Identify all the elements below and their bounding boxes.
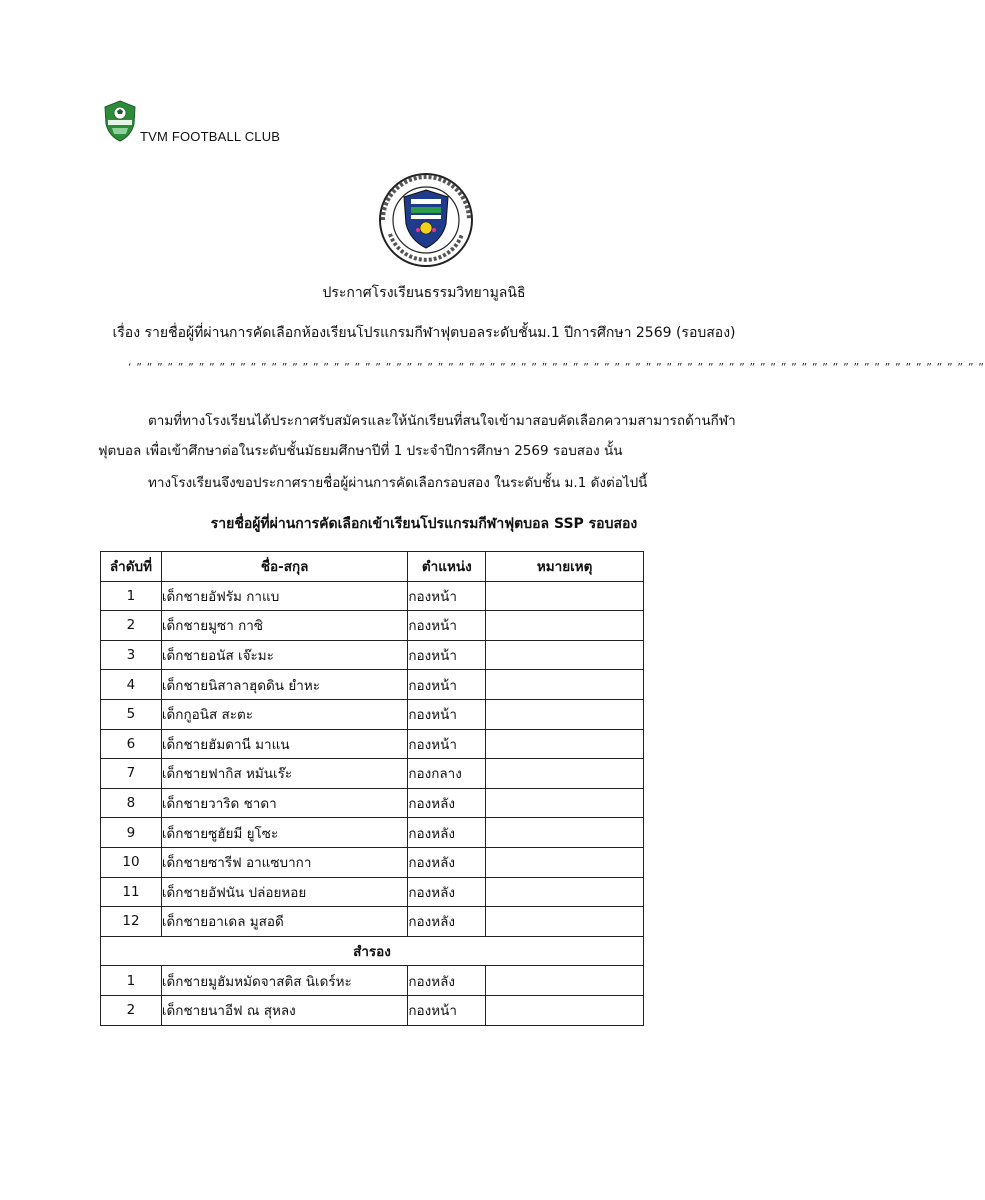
table-header-row <box>101 552 644 582</box>
table-row <box>101 788 644 818</box>
row-name: เด็กชายซูฮัยมี ยูโซะ <box>161 818 407 848</box>
row-name: เด็กชายอนัส เจ๊ะมะ <box>161 640 407 670</box>
row-position: กองหลัง <box>408 847 486 877</box>
row-no: 5 <box>101 699 162 729</box>
row-no: 2 <box>101 995 162 1025</box>
table-row <box>101 818 644 848</box>
table-row <box>101 907 644 937</box>
row-remark <box>486 611 644 641</box>
row-name: เด็กชายนิสาลาฮุดดิน ยำหะ <box>161 670 407 700</box>
table-row <box>101 729 644 759</box>
row-position: กองกลาง <box>408 759 486 789</box>
reserve-row <box>101 966 644 996</box>
row-no: 7 <box>101 759 162 789</box>
row-name: เด็กกูอนิส สะตะ <box>161 699 407 729</box>
row-no: 12 <box>101 907 162 937</box>
row-remark <box>486 759 644 789</box>
paragraph-3: ทางโรงเรียนจึงขอประกาศรายชื่อผู้ผ่านการคัดเลือกรอบสอง ในระดับชั้น ม.1 ดังต่อไปนี้ <box>148 475 648 491</box>
row-remark <box>486 966 644 996</box>
row-no: 10 <box>101 847 162 877</box>
table-row <box>101 611 644 641</box>
row-position: กองหน้า <box>408 611 486 641</box>
row-remark <box>486 729 644 759</box>
row-name: เด็กชายมูซา กาซิ <box>161 611 407 641</box>
header-name: ชื่อ-สกุล <box>161 552 407 582</box>
row-position: กองหลัง <box>408 907 486 937</box>
row-name: เด็กชายมูฮัมหมัดจาสติส นิเดร์หะ <box>161 966 407 996</box>
row-no: 2 <box>101 611 162 641</box>
header-position: ตำแหน่ง <box>408 552 486 582</box>
announcement-title: ประกาศโรงเรียนธรรมวิทยามูลนิธิ <box>322 285 526 301</box>
row-name: เด็กชายอัฟนัน ปล่อยหอย <box>161 877 407 907</box>
divider-line: ‘ ” ” ” ” ” ” ” ” ” ” ” ” ” ” ” ” ” ” ” ” ” ” ” ” ” ” ” ” ” ” ” ” ” ” ” ” ” ” ” ” ” ” ” ” ” ” ” ” ” ” ” ” ” ” ” ” ” ” ” ” ” ” ” ” ” ” ” ” ” ” ” ” ” ” ” ” ” ” ” ” ” ” <box>128 361 985 374</box>
row-remark <box>486 640 644 670</box>
row-name: เด็กชายฮัมดานี มาแน <box>161 729 407 759</box>
row-name: เด็กชายอัฟรัม กาแบ <box>161 581 407 611</box>
roster-table <box>100 551 644 1026</box>
header-remark: หมายเหตุ <box>486 552 644 582</box>
row-remark <box>486 581 644 611</box>
paragraph-2: ฟุตบอล เพื่อเข้าศึกษาต่อในระดับชั้นมัธยมศึกษาปีที่ 1 ประจำปีการศึกษา 2569 รอบสอง นั้น <box>98 443 623 459</box>
row-no: 1 <box>101 581 162 611</box>
row-remark <box>486 818 644 848</box>
row-position: กองหน้า <box>408 670 486 700</box>
row-position: กองหลัง <box>408 966 486 996</box>
table-row <box>101 847 644 877</box>
announcement-subject: เรื่อง รายชื่อผู้ที่ผ่านการคัดเลือกห้องเรียนโปรแกรมกีฬาฟุตบอลระดับชั้นม.1 ปีการศึกษา 2569 (รอบสอง) <box>112 325 736 341</box>
row-name: เด็กชายนาอีฟ ณ สุหลง <box>161 995 407 1025</box>
school-seal-icon <box>378 172 474 268</box>
row-remark <box>486 847 644 877</box>
row-remark <box>486 877 644 907</box>
list-heading: รายชื่อผู้ที่ผ่านการคัดเลือกเข้าเรียนโปรแกรมกีฬาฟุตบอล SSP รอบสอง <box>210 516 638 532</box>
row-position: กองหลัง <box>408 818 486 848</box>
reserve-section-row <box>101 936 644 966</box>
table-row <box>101 759 644 789</box>
table-row <box>101 877 644 907</box>
row-name: เด็กชายซารีฟ อาแซบากา <box>161 847 407 877</box>
club-header <box>100 98 280 144</box>
row-name: เด็กชายอาเดล มูสอดี <box>161 907 407 937</box>
table-row <box>101 699 644 729</box>
reserve-row <box>101 995 644 1025</box>
row-no: 4 <box>101 670 162 700</box>
row-remark <box>486 788 644 818</box>
row-no: 8 <box>101 788 162 818</box>
row-remark <box>486 907 644 937</box>
row-name: เด็กชายวาริด ชาดา <box>161 788 407 818</box>
row-name: เด็กชายฟากิส หมันเร๊ะ <box>161 759 407 789</box>
paragraph-1: ตามที่ทางโรงเรียนได้ประกาศรับสมัครและให้นักเรียนที่สนใจเข้ามาสอบคัดเลือกความสามารถด้านกีฬา <box>148 413 736 429</box>
row-position: กองหน้า <box>408 699 486 729</box>
row-position: กองหน้า <box>408 995 486 1025</box>
club-crest-icon <box>100 98 140 144</box>
row-no: 11 <box>101 877 162 907</box>
row-position: กองหน้า <box>408 581 486 611</box>
row-remark <box>486 699 644 729</box>
table-row <box>101 640 644 670</box>
row-remark <box>486 995 644 1025</box>
row-no: 9 <box>101 818 162 848</box>
row-remark <box>486 670 644 700</box>
row-position: กองหลัง <box>408 788 486 818</box>
header-no: ลำดับที่ <box>101 552 162 582</box>
reserve-label: สำรอง <box>101 936 644 966</box>
table-row <box>101 581 644 611</box>
row-no: 6 <box>101 729 162 759</box>
row-no: 3 <box>101 640 162 670</box>
table-row <box>101 670 644 700</box>
row-no: 1 <box>101 966 162 996</box>
club-name: TVM FOOTBALL CLUB <box>140 129 281 144</box>
row-position: กองหน้า <box>408 640 486 670</box>
row-position: กองหลัง <box>408 877 486 907</box>
row-position: กองหน้า <box>408 729 486 759</box>
